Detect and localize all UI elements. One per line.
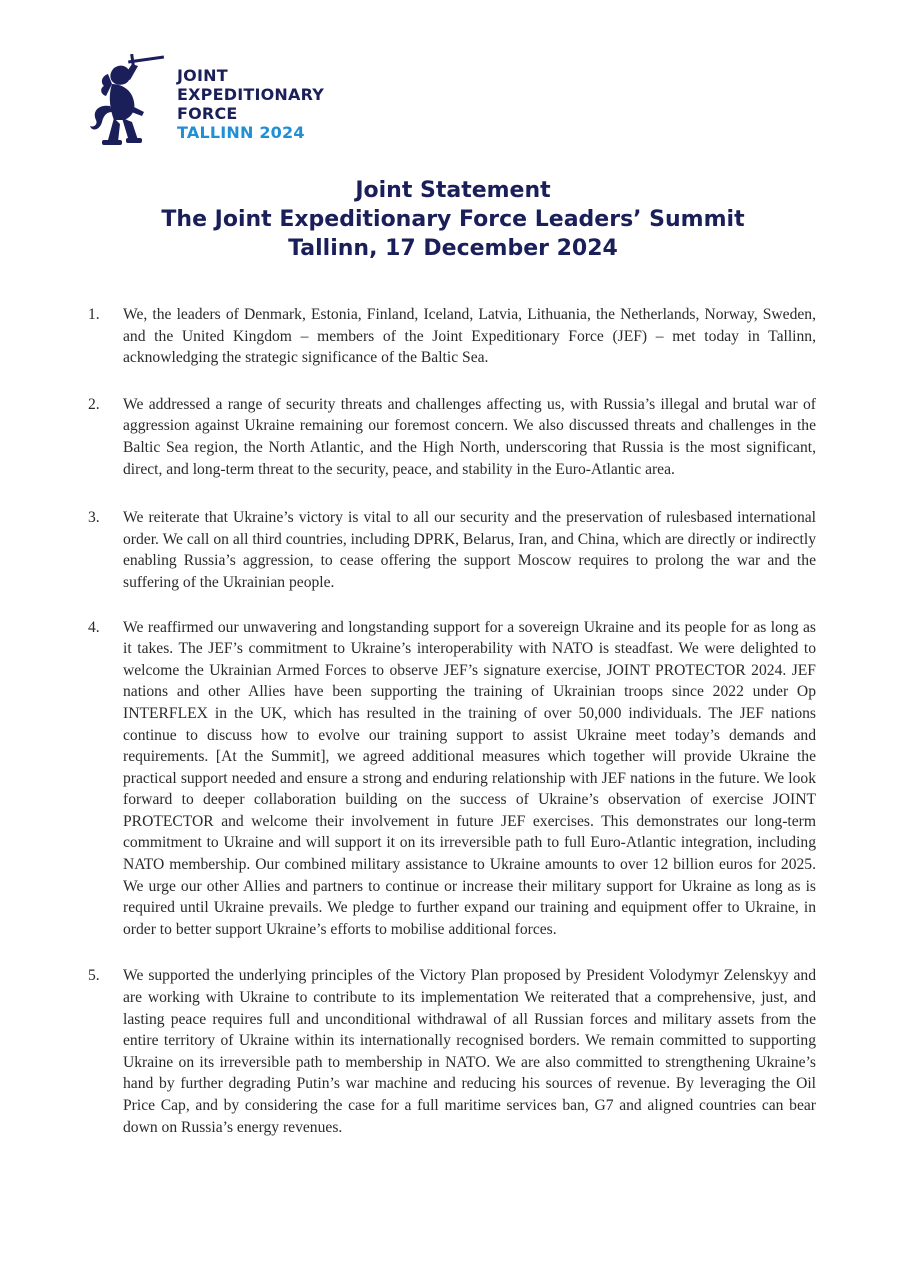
numbered-paragraph	[88, 394, 816, 480]
jef-logo	[88, 54, 338, 150]
logo-line-expeditionary: EXPEDITIONARY	[177, 85, 325, 104]
paragraph-number: 2.	[88, 395, 100, 413]
title-line-2: The Joint Expeditionary Force Leaders’ Summit	[161, 207, 745, 232]
paragraph-number: 1.	[88, 306, 100, 323]
title-line-3: Tallinn, 17 December 2024	[288, 236, 618, 261]
paragraph-text: We addressed a range of security threats and challenges affecting us, with Russia’s illegal and brutal war of aggression against Ukraine remaining our foremost concern. We also discussed threats and challenges in the Baltic Sea region, the North Atlantic, and the High North, underscoring that Russia is the most significant, direct, and long-term threat to the security, peace, and stability in the Euro-Atlantic area.	[123, 395, 816, 478]
paragraph-text: We supported the underlying principles of the Victory Plan proposed by President Volodymyr Zelenskyy and are working with Ukraine to contribute to its implementation We reiterated that a comprehensive, just, and lasting peace requires full and unconditional withdrawal of all Russian forces and military assets from the entire territory of Ukraine within its internationally recognised borders. We remain committed to supporting Ukraine on its irreversible path to membership in NATO. We are also committed to strengthening Ukraine’s hand by further degrading Putin’s war machine and reducing his sources of revenue. By leveraging the Oil Price Cap, and by considering the case for a full maritime services ban, G7 and aligned countries can bear down on Russia’s energy revenues.	[123, 967, 816, 1136]
paragraph-text: We reaffirmed our unwavering and longstanding support for a sovereign Ukraine and its people for as long as it takes. The JEF’s commitment to Ukraine’s interoperability with NATO is steadfast. We were delighted to welcome the Ukrainian Armed Forces to observe JEF’s signature exercise, JOINT PROTECTOR 2024. JEF nations and other Allies have been supporting the training of Ukrainian troops since 2022 under Op INTERFLEX in the UK, which has resulted in the training of over 50,000 individuals. The JEF nations continue to discuss how to evolve our training support to assist Ukraine meet today’s demands and requirements. [At the Summit], we agreed additional measures which together will provide Ukraine the practical support needed and ensure a strong and enduring relationship with JEF nations in the future. We look forward to deeper collaboration building on the success of Ukraine’s observation of exercise JOINT PROTECTOR and welcome their involvement in future JEF exercises. This demonstrates our long-term commitment to Ukraine and will support it on its irreversible path to full Euro-Atlantic integration, including NATO membership. Our combined military assistance to Ukraine amounts to over 12 billion euros for 2025. We urge our other Allies and partners to continue or increase their military support for Ukraine as long as is required until Ukraine prevails. We pledge to further expand our training and equipment offer to Ukraine, in order to better support Ukraine’s efforts to mobilise additional forces.	[123, 618, 816, 938]
paragraph-number: 3.	[88, 509, 100, 527]
paragraph-number: 5.	[88, 967, 100, 985]
title-line-1: Joint Statement	[355, 178, 551, 203]
numbered-paragraph	[88, 304, 816, 369]
logo-line-joint: JOINT	[177, 66, 228, 85]
numbered-paragraph	[88, 617, 816, 941]
numbered-paragraph	[88, 507, 816, 593]
logo-line-tallinn: TALLINN 2024	[177, 123, 305, 142]
paragraph-number: 4.	[88, 618, 100, 636]
logo-line-force: FORCE	[177, 104, 238, 123]
statement-body	[88, 304, 816, 1138]
numbered-paragraph	[88, 965, 816, 1138]
lion-with-sword-icon	[88, 54, 166, 148]
logo-wordmark	[177, 66, 324, 142]
paragraph-text: We, the leaders of Denmark, Estonia, Finland, Iceland, Latvia, Lithuania, the Netherlands, Norway, Sweden, and the United Kingdom – members of the Joint Expeditionary Force (JEF) – met today in Tallinn, acknowledging the strategic significance of the Baltic Sea.	[123, 306, 816, 367]
paragraph-text: We reiterate that Ukraine’s victory is vital to all our security and the preservation of rulesbased international order. We call on all third countries, including DPRK, Belarus, Iran, and China, which are directly or indirectly enabling Russia’s aggression, to cease offering the support Moscow requires to prolong the war and the suffering of the Ukrainian people.	[123, 509, 816, 591]
document-title	[0, 176, 906, 263]
